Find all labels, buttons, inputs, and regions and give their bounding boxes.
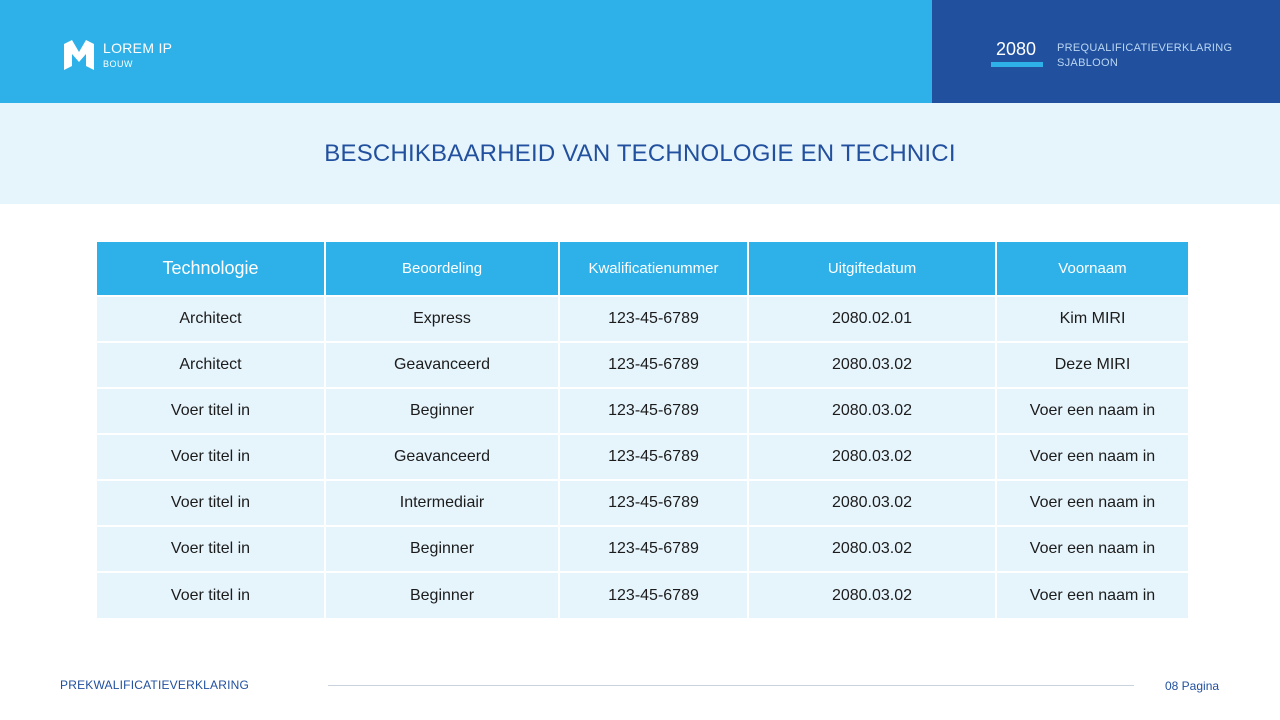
table-cell: Voer een naam in xyxy=(996,480,1188,526)
column-header-technologie: Technologie xyxy=(97,242,325,296)
table-cell: 123-45-6789 xyxy=(559,342,748,388)
year-underline xyxy=(991,62,1043,67)
table-cell: Voer een naam in xyxy=(996,526,1188,572)
table-cell: Beginner xyxy=(325,388,559,434)
table-row xyxy=(97,342,1188,388)
table-cell: Voer titel in xyxy=(97,572,325,618)
table-cell: Architect xyxy=(97,342,325,388)
footer-divider xyxy=(328,685,1134,686)
footer-document-name: PREKWALIFICATIEVERKLARING xyxy=(60,678,250,692)
table-cell: Voer titel in xyxy=(97,388,325,434)
table-cell: 123-45-6789 xyxy=(559,526,748,572)
column-header-voornaam: Voornaam xyxy=(996,242,1188,296)
table-cell: Voer een naam in xyxy=(996,572,1188,618)
table-cell: Voer titel in xyxy=(97,480,325,526)
document-year: 2080 xyxy=(996,39,1037,59)
document-type-line1: PREQUALIFICATIEVERKLARING xyxy=(1057,42,1233,54)
table-cell: 123-45-6789 xyxy=(559,296,748,342)
column-header-uitgiftedatum: Uitgiftedatum xyxy=(748,242,996,296)
table-cell: 2080.03.02 xyxy=(748,526,996,572)
table-cell: 2080.03.02 xyxy=(748,388,996,434)
table-cell: 123-45-6789 xyxy=(559,388,748,434)
column-header-beoordeling: Beoordeling xyxy=(325,242,559,296)
brand-name: LOREM IP xyxy=(103,40,173,56)
table-row xyxy=(97,526,1188,572)
table-cell: 2080.03.02 xyxy=(748,572,996,618)
brand-subtitle: BOUW xyxy=(103,59,133,69)
table-cell: Voer een naam in xyxy=(996,388,1188,434)
table-cell: 2080.03.02 xyxy=(748,342,996,388)
table-cell: Beginner xyxy=(325,526,559,572)
table-cell: Architect xyxy=(97,296,325,342)
table-row xyxy=(97,388,1188,434)
table-cell: 2080.03.02 xyxy=(748,434,996,480)
table-cell: 123-45-6789 xyxy=(559,434,748,480)
table-row xyxy=(97,296,1188,342)
table-cell: Intermediair xyxy=(325,480,559,526)
page-number: 08 Pagina xyxy=(1165,679,1220,693)
table-cell: 2080.03.02 xyxy=(748,480,996,526)
table-cell: Deze MIRI xyxy=(996,342,1188,388)
page-title: BESCHIKBAARHEID VAN TECHNOLOGIE EN TECHNICI xyxy=(324,139,956,167)
table-row xyxy=(97,572,1188,618)
table-cell: Voer titel in xyxy=(97,434,325,480)
title-band xyxy=(0,103,1280,204)
brand-logo-icon xyxy=(62,38,96,72)
table-cell: Geavanceerd xyxy=(325,434,559,480)
technology-table xyxy=(97,242,1188,618)
table-row xyxy=(97,480,1188,526)
table-cell: Beginner xyxy=(325,572,559,618)
table-cell: Voer een naam in xyxy=(996,434,1188,480)
table-header-row xyxy=(97,242,1188,296)
column-header-kwalificatienummer: Kwalificatienummer xyxy=(559,242,748,296)
table-row xyxy=(97,434,1188,480)
table-cell: Express xyxy=(325,296,559,342)
table-cell: Voer titel in xyxy=(97,526,325,572)
table-cell: Geavanceerd xyxy=(325,342,559,388)
table-cell: Kim MIRI xyxy=(996,296,1188,342)
document-type xyxy=(1057,41,1257,71)
table-cell: 2080.02.01 xyxy=(748,296,996,342)
table-cell: 123-45-6789 xyxy=(559,572,748,618)
table-cell: 123-45-6789 xyxy=(559,480,748,526)
document-type-line2: SJABLOON xyxy=(1057,57,1119,69)
